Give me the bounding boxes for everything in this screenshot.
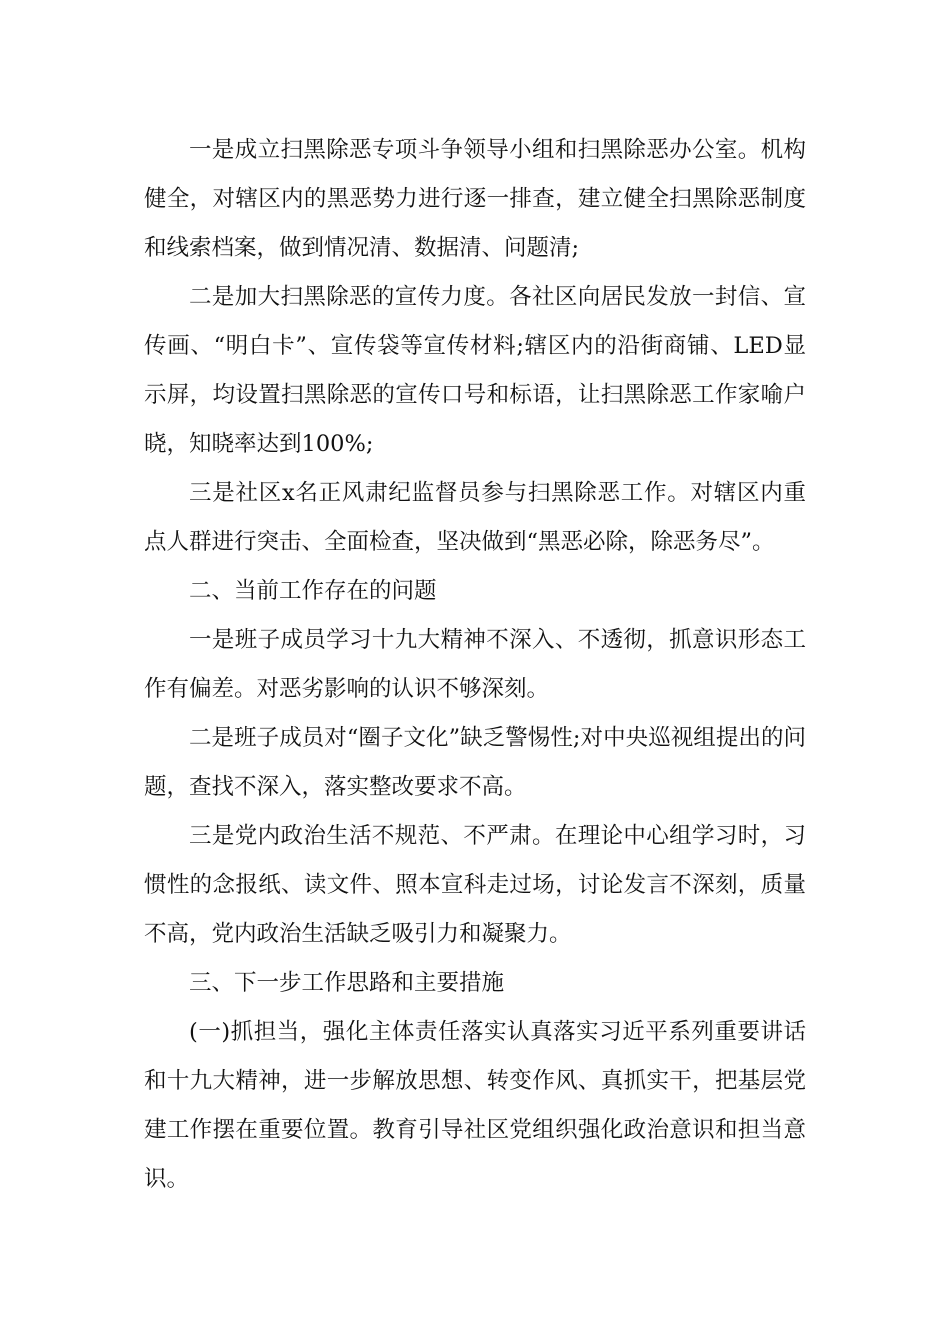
- paragraph-6: 三是党内政治生活不规范、不严肃。在理论中心组学习时，习惯性的念报纸、读文件、照本宣科走过场，讨论发言不深刻，质量不高，党内政治生活缺乏吸引力和凝聚力。: [144, 823, 806, 947]
- section-heading-3: 三、下一步工作思路和主要措施: [189, 970, 505, 996]
- paragraph-7: (一)抓担当，强化主体责任落实认真落实习近平系列重要讲话和十九大精神，进一步解放思想、转变作风、真抓实干，把基层党建工作摆在重要位置。教育引导社区党组织强化政治意识和担当意识。: [144, 1019, 806, 1192]
- paragraph-1: 一是成立扫黑除恶专项斗争领导小组和扫黑除恶办公室。机构健全，对辖区内的黑恶势力进行逐一排查，建立健全扫黑除恶制度和线索档案，做到情况清、数据清、问题清;: [144, 137, 806, 261]
- paragraph-5: 二是班子成员对“圈子文化”缺乏警惕性;对中央巡视组提出的问题，查找不深入，落实整改要求不高。: [144, 725, 806, 800]
- section-heading-2: 二、当前工作存在的问题: [189, 578, 437, 604]
- paragraph-2: 二是加大扫黑除恶的宣传力度。各社区向居民发放一封信、宣传画、“明白卡”、宣传袋等宣传材料;辖区内的沿街商铺、LED显示屏，均设置扫黑除恶的宣传口号和标语，让扫黑除恶工作家喻户晓，知晓率达到100%;: [144, 284, 806, 457]
- paragraph-4: 一是班子成员学习十九大精神不深入、不透彻，抓意识形态工作有偏差。对恶劣影响的认识不够深刻。: [144, 627, 806, 702]
- paragraph-3: 三是社区x名正风肃纪监督员参与扫黑除恶工作。对辖区内重点人群进行突击、全面检查，坚决做到“黑恶必除，除恶务尽”。: [144, 480, 806, 555]
- document-body: [144, 126, 806, 1204]
